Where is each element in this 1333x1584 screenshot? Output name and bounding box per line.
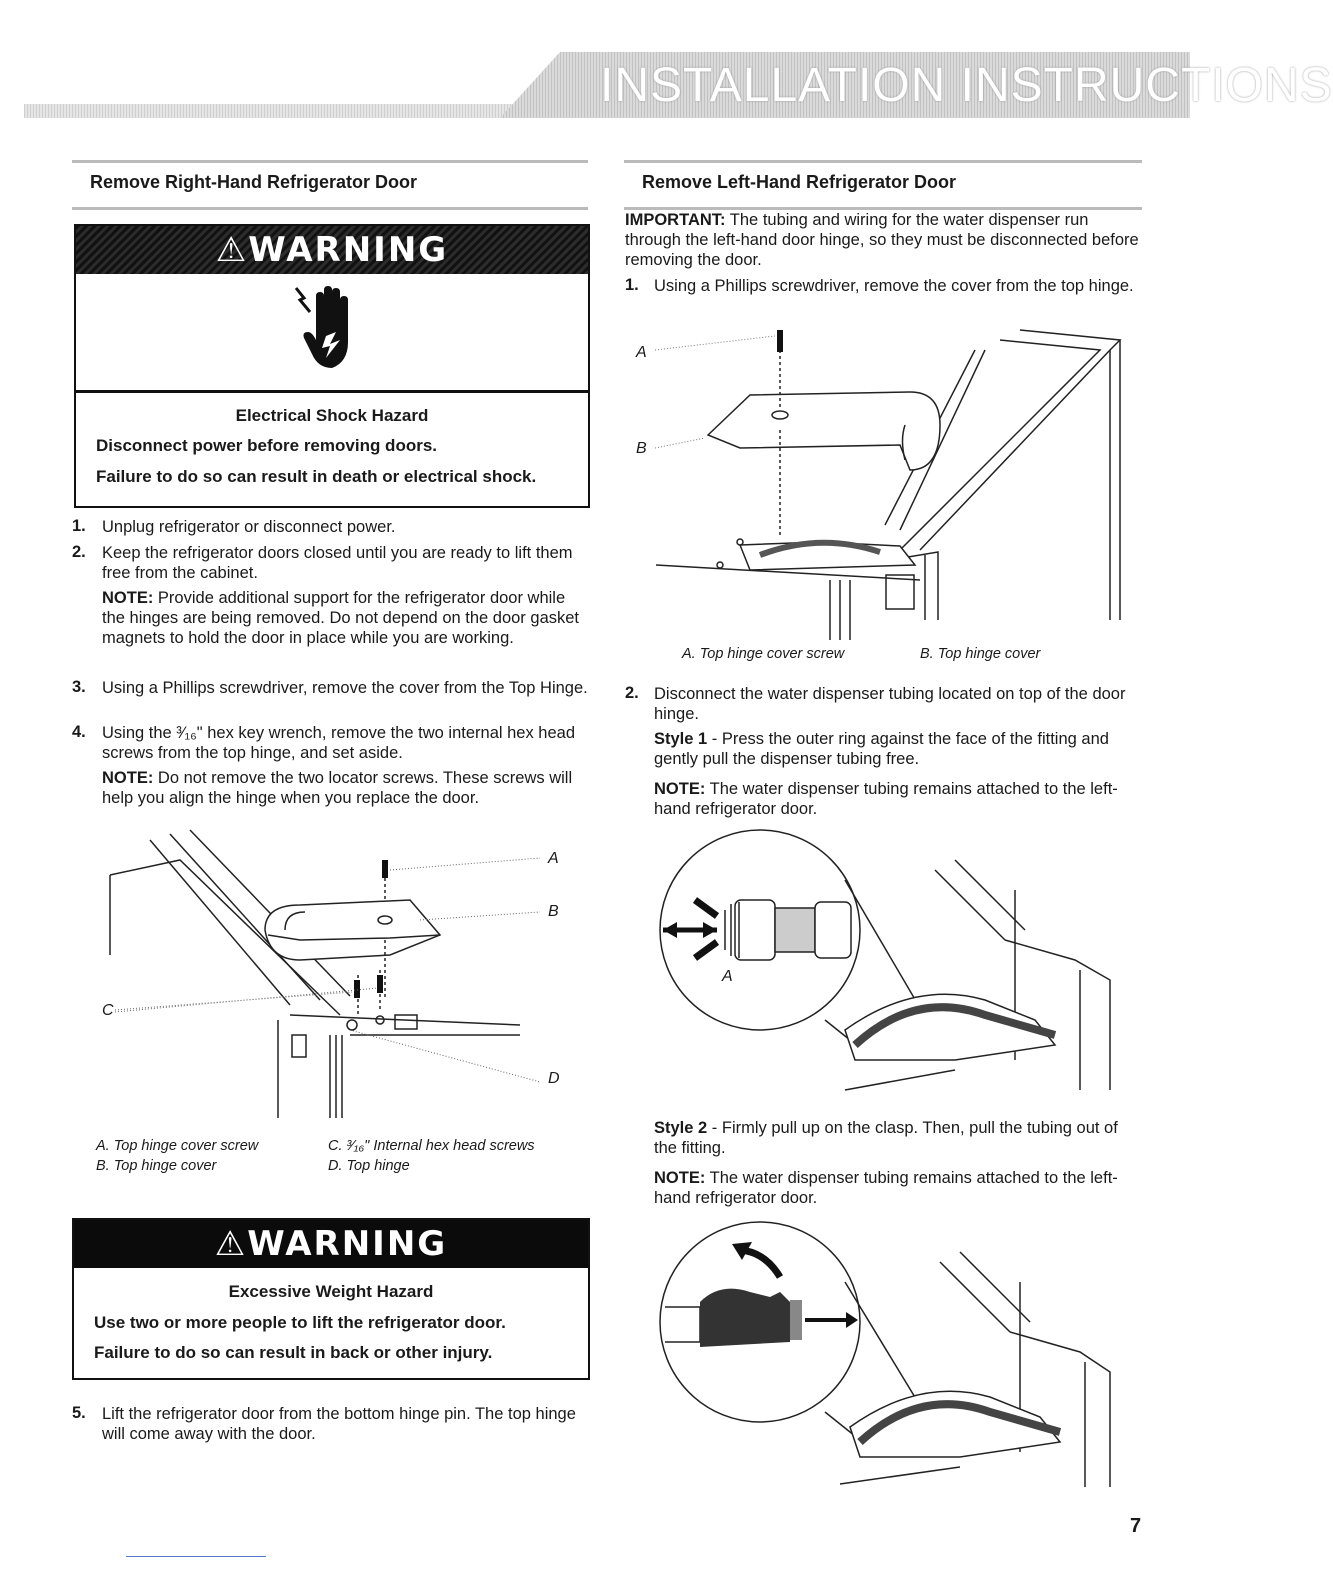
figure-caption: D. Top hinge [328,1158,410,1174]
step-number: 2. [625,684,639,702]
figure-label-c: C [102,1002,114,1019]
warning-line-1: Use two or more people to lift the refrigerator door. [94,1313,506,1332]
section-header-left-hand [624,160,1142,210]
step-number: 3. [72,678,86,696]
figure-label-d: D [548,1070,560,1087]
step-number: 1. [72,517,86,535]
figure-label-b: B [548,903,559,920]
note-locator-screws: NOTE: Do not remove the two locator screws. These screws will help you align the hinge when you replace the door. [102,769,573,807]
step-text: Lift the refrigerator door from the bottom hinge pin. The top hinge will come away with the door. [102,1405,576,1443]
figure-caption: A. Top hinge cover screw [96,1138,259,1154]
warning-line-1: Disconnect power before removing doors. [96,436,438,455]
right-hinge-diagram [90,820,580,1120]
warning-heading: ⚠WARNING [76,226,588,274]
section-title: Remove Right-Hand Refrigerator Door [90,172,418,192]
warning-title: Electrical Shock Hazard [235,406,429,425]
figure-caption: A. Top hinge cover screw [682,646,845,662]
figure-label-a: A [636,344,647,361]
warning-box-weight [72,1218,590,1380]
page-number: 7 [1130,1515,1142,1537]
step-text: Using a Phillips screwdriver, remove the cover from the top hinge. [654,277,1134,295]
step-text: Disconnect the water dispenser tubing located on top of the door hinge. [654,685,1126,723]
warning-divider [76,390,588,393]
warning-box-electrical [74,224,590,508]
figure-label-a: A [548,850,559,867]
note-tubing-attached: NOTE: The water dispenser tubing remains attached to the left-hand refrigerator door. [654,780,1118,818]
step-number: 5. [72,1404,86,1422]
note-tubing-attached: NOTE: The water dispenser tubing remains attached to the left-hand refrigerator door. [654,1169,1118,1207]
page-banner-title: INSTALLATION INSTRUCTIONS [600,59,1333,112]
style-2-instructions: Style 2 - Firmly pull up on the clasp. Then, pull the tubing out of the fitting. [654,1119,1118,1157]
electric-shock-hand-icon [286,282,376,382]
step-number: 1. [625,276,639,294]
section-title: Remove Left-Hand Refrigerator Door [642,172,957,192]
figure-caption: C. ³⁄₁₆" Internal hex head screws [328,1138,535,1154]
style-2-clasp-diagram [660,1222,1120,1494]
note-provide-support: NOTE: Provide additional support for the refrigerator door while the hinges are being removed. Do not depend on the door gasket magnets to hold the door in place while you are working. [102,589,580,647]
footer-rule [126,1556,266,1557]
warning-title: Excessive Weight Hazard [228,1282,434,1301]
figure-label-a: A [722,968,733,985]
important-note: IMPORTANT: The tubing and wiring for the water dispenser run through the left-hand door hinge, so they must be disconnected before removing the door. [625,211,1139,269]
figure-label-b: B [636,440,647,457]
step-number: 2. [72,543,86,561]
step-number: 4. [72,723,86,741]
warning-heading: ⚠WARNING [74,1220,588,1268]
step-text: Using the ³⁄₁₆" hex key wrench, remove the two internal hex head screws from the top hinge, and set aside. [102,724,576,762]
warning-line-2: Failure to do so can result in death or electrical shock. [96,467,537,486]
warning-line-2: Failure to do so can result in back or other injury. [94,1343,493,1362]
style-1-fitting-diagram [655,830,1115,1100]
step-text: Using a Phillips screwdriver, remove the cover from the Top Hinge. [102,679,588,697]
figure-caption: B. Top hinge cover [920,646,1041,662]
style-1-instructions: Style 1 - Press the outer ring against the face of the fitting and gently pull the dispenser tubing free. [654,730,1109,768]
figure-caption: B. Top hinge cover [96,1158,217,1174]
step-text: Unplug refrigerator or disconnect power. [102,518,396,536]
section-header-right-hand [72,160,588,210]
left-hinge-diagram [640,320,1130,640]
step-text: Keep the refrigerator doors closed until you are ready to lift them free from the cabinet. [102,544,573,582]
